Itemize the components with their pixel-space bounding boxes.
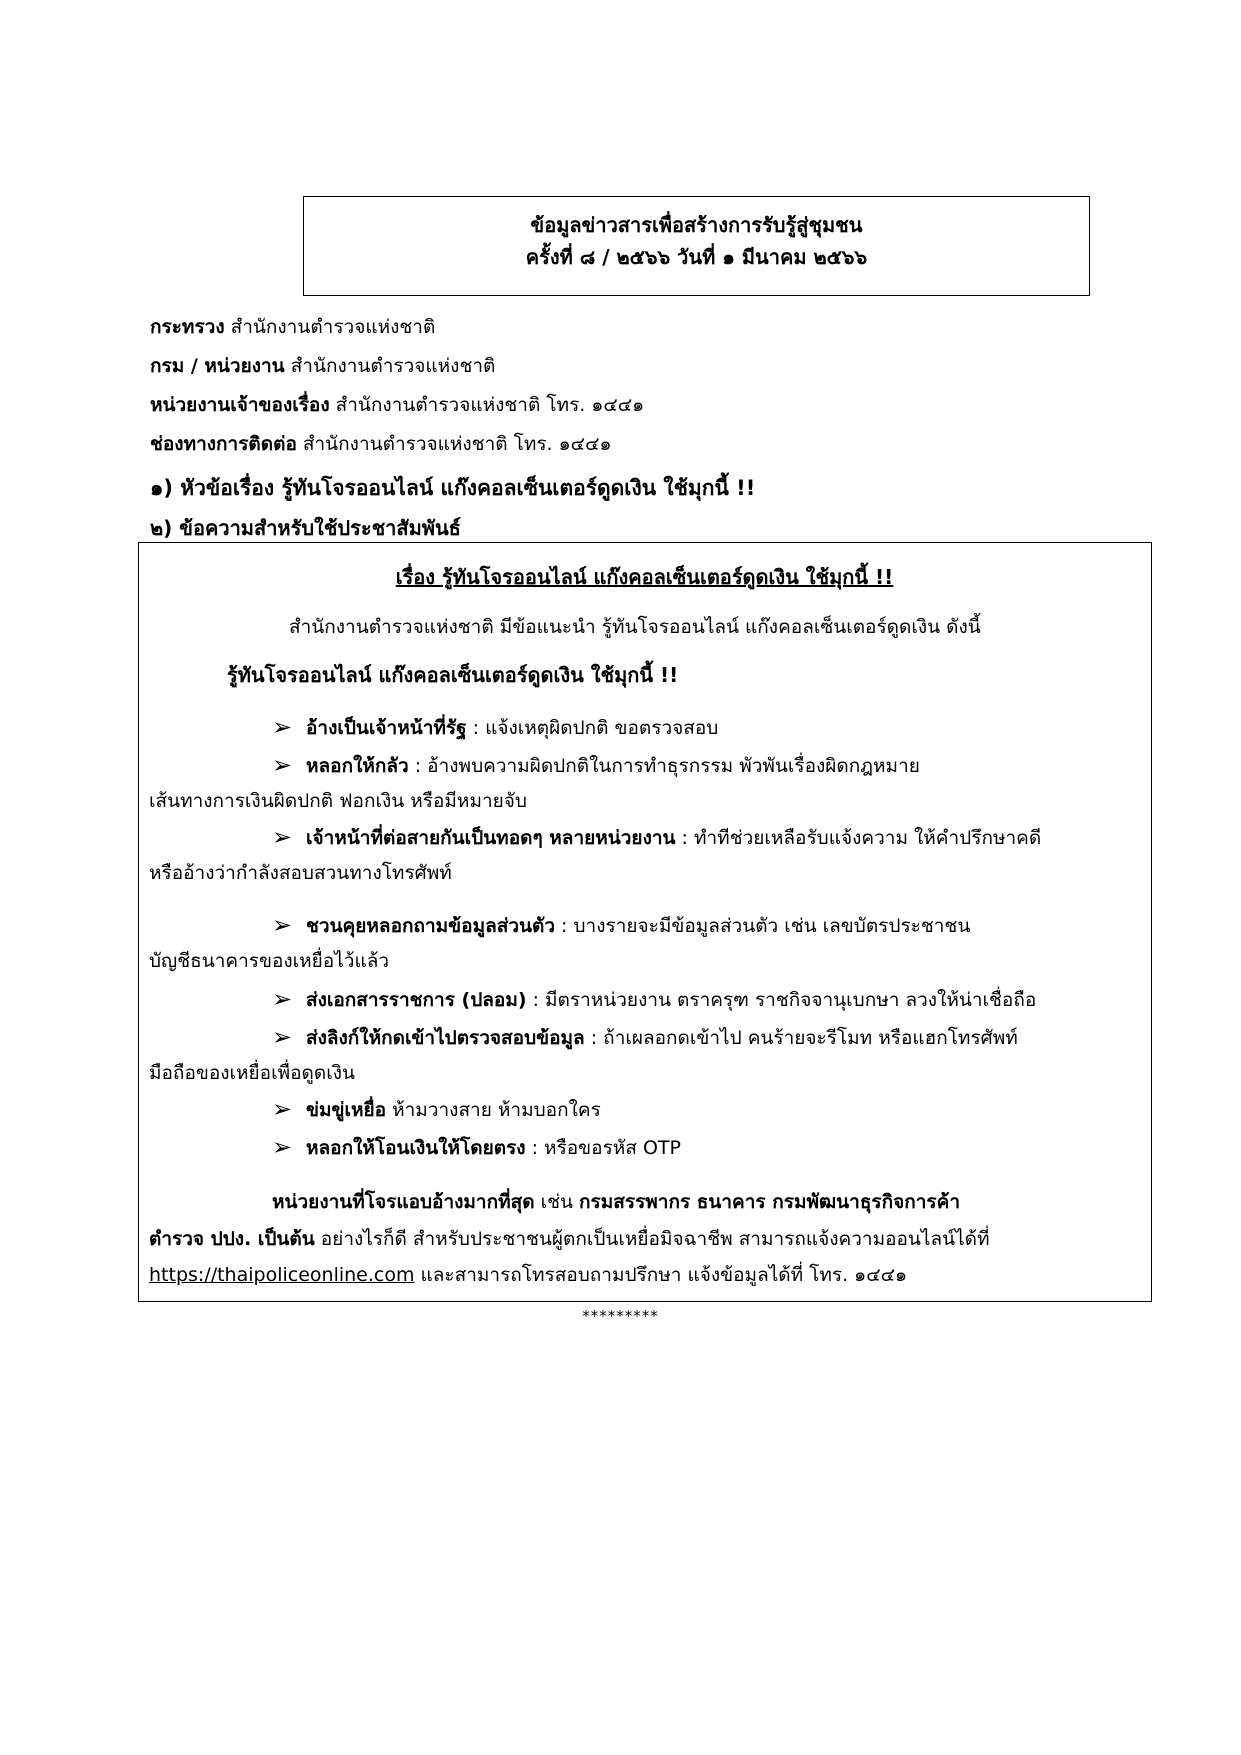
closing-mid: เช่น	[534, 1191, 580, 1213]
item-title: ส่งเอกสารราชการ (ปลอม)	[306, 989, 527, 1011]
meta-owner-value: สำนักงานตำรวจแห่งชาติ โทร. ๑๔๔๑	[329, 394, 645, 416]
item-desc: ห้ามวางสาย ห้ามบอกใคร	[386, 1099, 601, 1121]
closing-bold-1: หน่วยงานที่โจรแอบอ้างมากที่สุด	[272, 1191, 535, 1213]
meta-owner	[150, 386, 1130, 425]
meta-owner-label: หน่วยงานเจ้าของเรื่อง	[150, 394, 330, 416]
content-box	[138, 542, 1152, 1302]
content-title: เรื่อง รู้ทันโจรออนไลน์ แก๊งคอลเซ็นเตอร์ดูดเงิน ใช้มุกนี้ !!	[395, 565, 894, 589]
arrow-icon: ➢	[272, 751, 293, 779]
meta-ministry-label: กระทรวง	[150, 316, 225, 338]
arrow-icon: ➢	[272, 713, 293, 741]
item-continuation: เส้นทางการเงินผิดปกติ ฟอกเงิน หรือมีหมายจับ	[149, 790, 527, 812]
meta-contact-value: สำนักงานตำรวจแห่งชาติ โทร. ๑๔๔๑	[296, 433, 612, 455]
list-item	[272, 1133, 681, 1162]
closing-rest-3: และสามารถโทรสอบถามปรึกษา แจ้งข้อมูลได้ที่ โทร. ๑๔๔๑	[414, 1264, 908, 1286]
item-title: หลอกให้โอนเงินให้โดยตรง	[306, 1137, 526, 1159]
meta-department-label: กรม / หน่วยงาน	[150, 355, 285, 377]
arrow-icon: ➢	[272, 911, 293, 939]
item-continuation: บัญชีธนาคารของเหยื่อไว้แล้ว	[149, 950, 390, 972]
arrow-icon: ➢	[272, 823, 293, 851]
arrow-icon: ➢	[272, 1133, 293, 1161]
item-desc: : มีตราหน่วยงาน ตราครุฑ ราชกิจจานุเบกษา ลวงให้น่าเชื่อถือ	[526, 989, 1037, 1011]
closing-line-1	[272, 1188, 960, 1216]
item-title: หลอกให้กลัว	[306, 755, 409, 777]
meta-contact	[150, 425, 1130, 464]
meta-ministry-value: สำนักงานตำรวจแห่งชาติ	[224, 316, 436, 338]
item-title: เจ้าหน้าที่ต่อสายกันเป็นทอดๆ หลายหน่วยงาน	[306, 827, 676, 849]
list-item	[272, 1023, 1018, 1052]
item-desc: : ถ้าเผลอกดเข้าไป คนร้ายจะรีโมท หรือแฮกโทรศัพท์	[584, 1027, 1018, 1049]
meta-ministry	[150, 308, 1130, 347]
header-title: ข้อมูลข่าวสารเพื่อสร้างการรับรู้สู่ชุมชน	[530, 213, 863, 237]
content-intro: สำนักงานตำรวจแห่งชาติ มีข้อแนะนำ รู้ทันโจรออนไลน์ แก๊งคอลเซ็นเตอร์ดูดเงิน ดังนี้	[289, 616, 981, 638]
arrow-icon: ➢	[272, 1023, 293, 1051]
header-issue: ครั้งที่ ๘ / ๒๕๖๖ วันที่ ๑ มีนาคม ๒๕๖๖	[525, 245, 868, 269]
closing-bold-3: ตำรวจ ปปง. เป็นต้น	[149, 1228, 315, 1250]
closing-rest-2: อย่างไรก็ดี สำหรับประชาชนผู้ตกเป็นเหยื่อมิจฉาชีพ สามารถแจ้งความออนไลน์ได้ที่	[314, 1228, 990, 1250]
arrow-icon: ➢	[272, 985, 293, 1013]
meta-block	[150, 308, 1130, 464]
header-box	[303, 196, 1090, 296]
item-continuation: หรืออ้างว่ากำลังสอบสวนทางโทรศัพท์	[149, 862, 452, 884]
item-continuation: มือถือของเหยื่อเพื่อดูดเงิน	[149, 1062, 355, 1084]
meta-contact-label: ช่องทางการติดต่อ	[150, 433, 297, 455]
list-item	[272, 985, 1036, 1014]
item-desc: : แจ้งเหตุผิดปกติ ขอตรวจสอบ	[466, 717, 719, 739]
item-desc: : หรือขอรหัส OTP	[525, 1137, 681, 1159]
item-desc: : บางรายจะมีข้อมูลส่วนตัว เช่น เลขบัตรประชาชน	[555, 915, 971, 937]
list-item	[272, 1095, 601, 1124]
item-title: ชวนคุยหลอกถามข้อมูลส่วนตัว	[306, 915, 556, 937]
end-marker: *********	[582, 1307, 659, 1325]
arrow-icon: ➢	[272, 1095, 293, 1123]
closing-line-3	[149, 1261, 907, 1289]
report-link[interactable]: https://thaipoliceonline.com	[149, 1264, 415, 1286]
item-title: ส่งลิงก์ให้กดเข้าไปตรวจสอบข้อมูล	[306, 1027, 585, 1049]
list-item	[272, 911, 970, 940]
closing-line-2	[149, 1225, 990, 1253]
item-title: อ้างเป็นเจ้าหน้าที่รัฐ	[306, 717, 467, 739]
closing-bold-2: กรมสรรพากร ธนาคาร กรมพัฒนาธุรกิจการค้า	[579, 1191, 961, 1213]
list-item	[272, 713, 718, 742]
list-item	[272, 751, 920, 780]
item-desc: : ทำทีช่วยเหลือรับแจ้งความ ให้คำปรึกษาคดี	[675, 827, 1042, 849]
item-desc: : อ้างพบความผิดปกติในการทำธุรกรรม พัวพันเรื่องผิดกฎหมาย	[408, 755, 920, 777]
content-sub-heading: รู้ทันโจรออนไลน์ แก๊งคอลเซ็นเตอร์ดูดเงิน ใช้มุกนี้ !!	[227, 663, 679, 687]
section-pr-message: ๒) ข้อความสำหรับใช้ประชาสัมพันธ์	[150, 516, 461, 540]
list-item	[272, 823, 1041, 852]
section-topic: ๑) หัวข้อเรื่อง รู้ทันโจรออนไลน์ แก๊งคอลเซ็นเตอร์ดูดเงิน ใช้มุกนี้ !!	[150, 476, 756, 500]
item-title: ข่มขู่เหยื่อ	[306, 1099, 387, 1121]
meta-department	[150, 347, 1130, 386]
meta-department-value: สำนักงานตำรวจแห่งชาติ	[284, 355, 496, 377]
